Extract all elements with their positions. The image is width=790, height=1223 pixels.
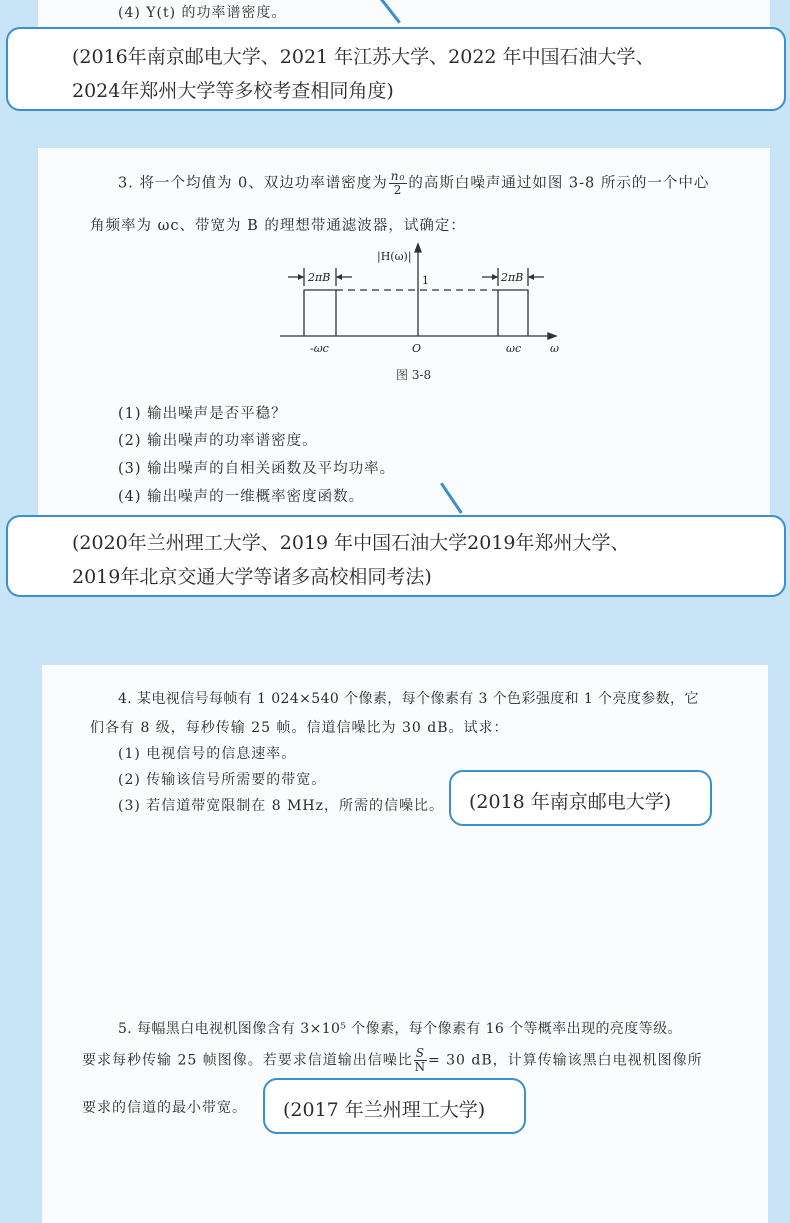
figure-caption: 图 3-8 — [396, 368, 432, 382]
q3-text-after: 的高斯白噪声通过如图 3-8 所示的一个中心 — [408, 175, 710, 192]
pos-wc-label: ωc — [506, 342, 522, 355]
q5-line2 — [82, 1047, 703, 1074]
q4-item-1: (1) 电视信号的信息速率。 — [118, 746, 297, 762]
y-axis-label: |H(ω)| — [377, 250, 412, 263]
top-callout — [6, 27, 786, 111]
top-cut-item: (4) Y(t) 的功率谱密度。 — [118, 5, 287, 21]
q5-line3: 要求的信道的最小带宽。 — [82, 1100, 247, 1116]
q3-frac-den: 2 — [393, 183, 403, 197]
q3-callout-line1: (2020年兰州理工大学、2019 年中国石油大学2019年郑州大学、 — [72, 532, 630, 554]
top-callout-line2: 2024年郑州大学等多校考查相同角度) — [72, 80, 394, 102]
q5-line2-after: = 30 dB，计算传输该黑白电视机图像所 — [427, 1052, 703, 1069]
q5-callout-text: (2017 年兰州理工大学) — [283, 1099, 486, 1121]
q3-line2: 角频率为 ωc、带宽为 B 的理想带通滤波器，试确定： — [90, 218, 466, 234]
q5-line2-before: 要求每秒传输 25 帧图像。若要求信道输出信噪比 — [82, 1052, 413, 1069]
origin-label: O — [412, 342, 422, 355]
q3-item-4: (4) 输出噪声的一维概率密度函数。 — [118, 489, 365, 505]
top-callout-line1: (2016年南京邮电大学、2021 年江苏大学、2022 年中国石油大学、 — [72, 46, 655, 68]
q4-line1: 4. 某电视信号每帧有 1 024×540 个像素，每个像素有 3 个色彩强度和 1 个亮度参数，它 — [118, 691, 699, 707]
q3-item-3: (3) 输出噪声的自相关函数及平均功率。 — [118, 461, 396, 477]
q3-text-before: 3. 将一个均值为 0、双边功率谱密度为 — [118, 175, 388, 192]
right-passband — [498, 290, 528, 336]
q3-line1 — [118, 170, 709, 197]
q3-callout-line2: 2019年北京交通大学等诸多高校相同考法) — [72, 566, 432, 588]
right-bw-label: 2πB — [501, 271, 524, 284]
q3-fraction — [389, 170, 408, 197]
figure-3-8 — [270, 240, 570, 365]
q4-item-3: (3) 若信道带宽限制在 8 MHz，所需的信噪比。 — [118, 798, 445, 814]
q5-frac-den: N — [414, 1060, 427, 1074]
q4-line2: 们各有 8 级，每秒传输 25 帧。信道信噪比为 30 dB。试求： — [90, 720, 509, 736]
q4-callout — [449, 770, 712, 826]
left-bw-label: 2πB — [308, 271, 331, 284]
q5-fraction — [414, 1047, 427, 1074]
q3-callout — [6, 515, 786, 597]
x-axis-label: ω — [550, 342, 559, 355]
q5-frac-num: S — [415, 1046, 425, 1060]
x-axis-arrow — [548, 333, 556, 339]
left-passband — [304, 290, 336, 336]
q3-item-1: (1) 输出噪声是否平稳？ — [118, 406, 287, 422]
neg-wc-label: -ωc — [310, 342, 329, 355]
q3-frac-num: n₀ — [390, 169, 406, 183]
q4-item-2: (2) 传输该信号所需要的带宽。 — [118, 772, 327, 788]
y-axis-arrow — [415, 244, 421, 252]
q5-line1: 5. 每幅黑白电视机图像含有 3×10⁵ 个像素，每个像素有 16 个等概率出现的亮度等级。 — [118, 1021, 682, 1037]
q3-item-2: (2) 输出噪声的功率谱密度。 — [118, 433, 318, 449]
q5-callout — [263, 1078, 526, 1134]
level-one-label: 1 — [422, 274, 429, 287]
q4-callout-text: (2018 年南京邮电大学) — [469, 791, 672, 813]
